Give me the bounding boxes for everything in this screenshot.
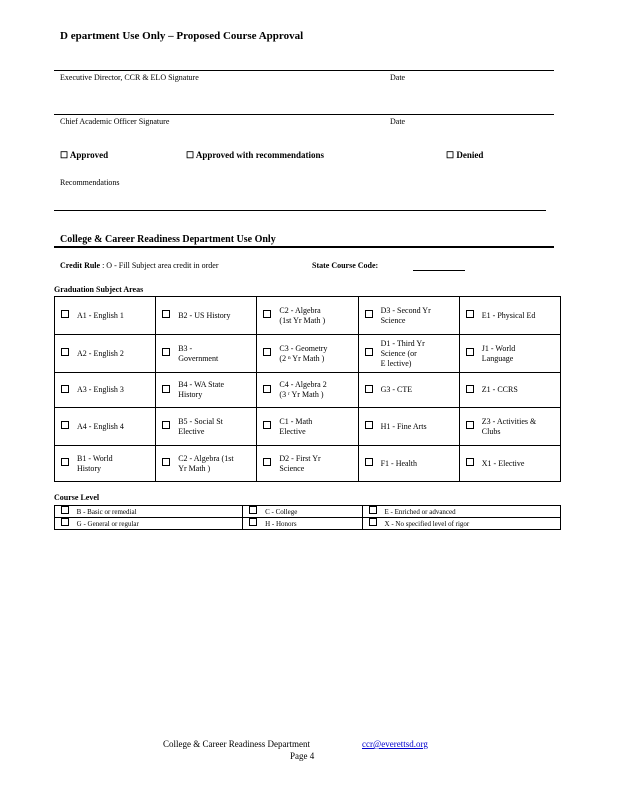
subject-checkbox[interactable] [156,373,177,408]
checkbox-icon[interactable] [369,518,377,526]
subject-label: F1 - Health [379,446,460,482]
course-level-label: C - College [263,506,362,518]
subject-checkbox[interactable] [459,335,480,373]
checkbox-icon[interactable] [162,348,170,356]
approved-rec-label: Approved with recommendations [195,150,325,160]
subject-checkbox[interactable] [358,446,379,482]
table-row [55,408,561,446]
subject-label: B3 - Government [176,335,257,373]
recommendations-label: Recommendations [60,178,120,187]
subject-label: Z1 - CCRS [480,373,561,408]
subject-checkbox[interactable] [358,335,379,373]
subject-label: Z3 - Activities & Clubs [480,408,561,446]
exec-director-signature-label: Executive Director, CCR & ELO Signature [60,73,199,82]
subject-checkbox[interactable] [156,297,177,335]
subject-label: A4 - English 4 [75,408,156,446]
checkbox-icon[interactable] [466,385,474,393]
ccr-section-title: College & Career Readiness Department Use Only [60,234,276,245]
subject-checkbox[interactable] [156,335,177,373]
subject-label: B2 - US History [176,297,257,335]
subject-checkbox[interactable] [459,446,480,482]
course-level-checkbox[interactable] [55,506,75,518]
table-row [55,446,561,482]
checkbox-icon[interactable] [263,310,271,318]
subject-label: C3 - Geometry (2 ⁿ Yr Math ) [277,335,358,373]
subject-checkbox[interactable] [55,446,76,482]
subject-checkbox[interactable] [257,373,278,408]
course-level-grid [54,505,561,530]
table-row [55,335,561,373]
checkbox-icon[interactable] [61,385,69,393]
checkbox-icon[interactable] [466,458,474,466]
subject-checkbox[interactable] [55,297,76,335]
checkbox-icon[interactable] [61,348,69,356]
subject-checkbox[interactable] [257,297,278,335]
checkbox-icon[interactable] [61,518,69,526]
checkbox-icon[interactable] [61,458,69,466]
checkbox-icon[interactable] [249,518,257,526]
subject-checkbox[interactable] [156,446,177,482]
subject-label: D3 - Second Yr Science [379,297,460,335]
approved-option[interactable] [60,150,108,161]
recommendations-line [54,210,546,211]
checkbox-icon[interactable] [263,348,271,356]
checkbox-icon[interactable] [369,506,377,514]
subject-checkbox[interactable] [358,373,379,408]
course-level-checkbox[interactable] [55,518,75,530]
subject-label: B4 - WA State History [176,373,257,408]
checkbox-icon[interactable] [249,506,257,514]
checkbox-icon[interactable] [466,348,474,356]
checkbox-icon[interactable] [263,458,271,466]
credit-rule-text: : O - Fill Subject area credit in order [102,261,219,270]
checkbox-icon[interactable] [365,310,373,318]
subject-checkbox[interactable] [55,335,76,373]
checkbox-icon[interactable] [466,421,474,429]
credit-rule-line [60,261,218,270]
cao-signature-label: Chief Academic Officer Signature [60,117,170,126]
course-level-checkbox[interactable] [362,506,382,518]
checkbox-icon[interactable] [365,385,373,393]
subject-label: A3 - English 3 [75,373,156,408]
denied-label: Denied [456,150,484,160]
table-row [55,297,561,335]
subject-label: A2 - English 2 [75,335,156,373]
course-level-label: H - Honors [263,518,362,530]
course-level-checkbox[interactable] [243,518,263,530]
credit-rule-label: Credit Rule [60,261,101,270]
subject-checkbox[interactable] [156,408,177,446]
checkbox-icon[interactable]: ☐ [446,150,455,160]
ccr-email-link[interactable]: ccr@everettsd.org [362,739,428,749]
checkbox-icon[interactable] [61,506,69,514]
subject-areas-grid [54,296,561,482]
subject-label: E1 - Physical Ed [480,297,561,335]
subject-label: J1 - World Language [480,335,561,373]
table-row [55,373,561,408]
course-level-label: E - Enriched or advanced [383,506,561,518]
table-row [55,518,561,530]
checkbox-icon[interactable]: ☐ [60,150,69,160]
subject-label: B1 - World History [75,446,156,482]
checkbox-icon[interactable] [162,421,170,429]
subject-label: C4 - Algebra 2 (3 ʳ Yr Math ) [277,373,358,408]
course-level-label: X - No specified level of rigor [383,518,561,530]
checkbox-icon[interactable] [61,310,69,318]
subject-checkbox[interactable] [257,446,278,482]
course-level-label: G - General or regular [75,518,243,530]
date-label: Date [390,73,406,82]
course-level-checkbox[interactable] [243,506,263,518]
footer-department: College & Career Readiness Department [163,739,310,749]
date-label: Date [390,117,406,126]
subject-checkbox[interactable] [459,373,480,408]
table-row [55,506,561,518]
checkbox-icon[interactable] [162,458,170,466]
state-course-code-field[interactable] [413,270,465,271]
subject-label: C2 - Algebra (1st Yr Math ) [277,297,358,335]
subject-label: H1 - Fine Arts [379,408,460,446]
page-number: Page 4 [290,751,315,761]
signature-line [54,114,554,115]
subject-label: B5 - Social St Elective [176,408,257,446]
subject-checkbox[interactable] [459,408,480,446]
divider [54,246,554,248]
checkbox-icon[interactable] [466,310,474,318]
divider [54,70,554,71]
subject-checkbox[interactable] [358,408,379,446]
subject-label: D1 - Third Yr Science (or E lective) [379,335,460,373]
subject-checkbox[interactable] [257,408,278,446]
approved-with-rec-option[interactable] [186,150,324,161]
checkbox-icon[interactable]: ☐ [186,150,195,160]
checkbox-icon[interactable] [365,421,373,429]
course-level-checkbox[interactable] [362,518,382,530]
graduation-subject-areas-label: Graduation Subject Areas [54,285,144,294]
subject-checkbox[interactable] [55,408,76,446]
subject-checkbox[interactable] [459,297,480,335]
checkbox-icon[interactable] [263,421,271,429]
checkbox-icon[interactable] [263,385,271,393]
course-level-label: B - Basic or remedial [75,506,243,518]
subject-label: D2 - First Yr Science [277,446,358,482]
denied-option[interactable] [446,150,483,161]
subject-label: A1 - English 1 [75,297,156,335]
approved-label: Approved [69,150,109,160]
subject-label: C1 - Math Elective [277,408,358,446]
checkbox-icon[interactable] [365,458,373,466]
state-course-code-label: State Course Code: [312,261,379,270]
course-level-label: Course Level [54,493,100,502]
checkbox-icon[interactable] [365,348,373,356]
checkbox-icon[interactable] [61,421,69,429]
subject-label: X1 - Elective [480,446,561,482]
subject-label: G3 - CTE [379,373,460,408]
subject-checkbox[interactable] [55,373,76,408]
checkbox-icon[interactable] [162,385,170,393]
subject-label: C2 - Algebra (1st Yr Math ) [176,446,257,482]
checkbox-icon[interactable] [162,310,170,318]
subject-checkbox[interactable] [257,335,278,373]
subject-checkbox[interactable] [358,297,379,335]
page-title: D epartment Use Only – Proposed Course Approval [60,30,304,42]
